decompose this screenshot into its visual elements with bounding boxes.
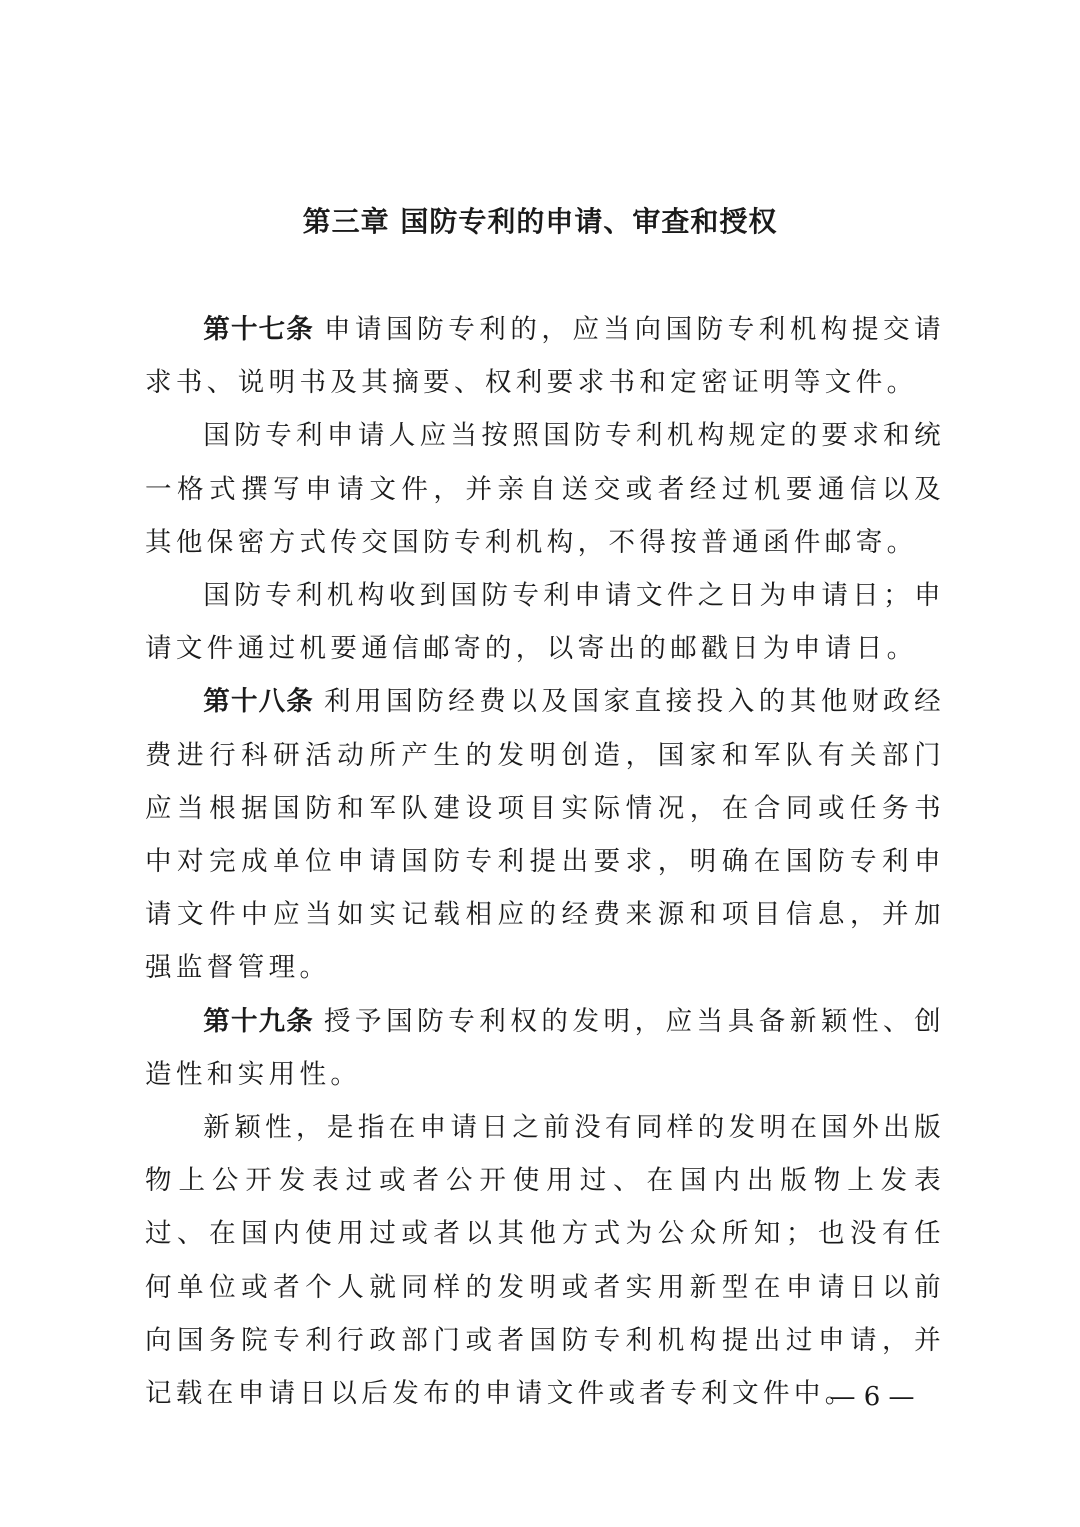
paragraph-article-17-clause-2 [145,409,945,569]
paragraph-text: 利用国防经费以及国家直接投入的其他财政经费进行科研活动所产生的发明创造，国家和军队有关部门应当根据国防和军队建设项目实际情况，在合同或任务书中对完成单位申请国防专利提出要求，明确在国防专利申请文件中应当如实记载相应的经费来源和项目信息，并加强监督管理。 [145,686,946,984]
paragraph-article-17 [145,303,945,409]
paragraph-text: 国防专利机构收到国防专利申请文件之日为申请日；申请文件通过机要通信邮寄的，以寄出的邮戳日为申请日。 [145,580,945,665]
paragraph-article-19 [145,995,945,1101]
paragraph-text: 新颖性，是指在申请日之前没有同样的发明在国外出版物上公开发表过或者公开使用过、在国内出版物上发表过、在国内使用过或者以其他方式为公众所知；也没有任何单位或者个人就同样的发明或者实用新型在申请日以前向国务院专利行政部门或者国防专利机构提出过申请，并记载在申请日以后发布的申请文件或者专利文件中。 [145,1112,945,1410]
paragraph-text: 国防专利申请人应当按照国防专利机构规定的要求和统一格式撰写申请文件，并亲自送交或者经过机要通信以及其他保密方式传交国防专利机构，不得按普通函件邮寄。 [145,420,945,558]
article-number: 第十七条 [203,314,314,345]
article-number: 第十九条 [203,1005,314,1037]
article-number: 第十八条 [203,686,314,718]
paragraph-article-18 [145,675,945,994]
page-number: — 6 — [829,1382,915,1412]
paragraph-text: 申请国防专利的，应当向国防专利机构提交请求书、说明书及其摘要、权利要求书和定密证明等文件。 [145,314,946,399]
document-body [145,303,945,1420]
chapter-title: 第三章 国防专利的申请、审查和授权 [302,205,778,238]
paragraph-article-19-clause-2 [145,1101,945,1420]
paragraph-article-17-clause-3 [145,569,945,675]
paragraph-text: 授予国防专利权的发明，应当具备新颖性、创造性和实用性。 [145,1005,946,1090]
